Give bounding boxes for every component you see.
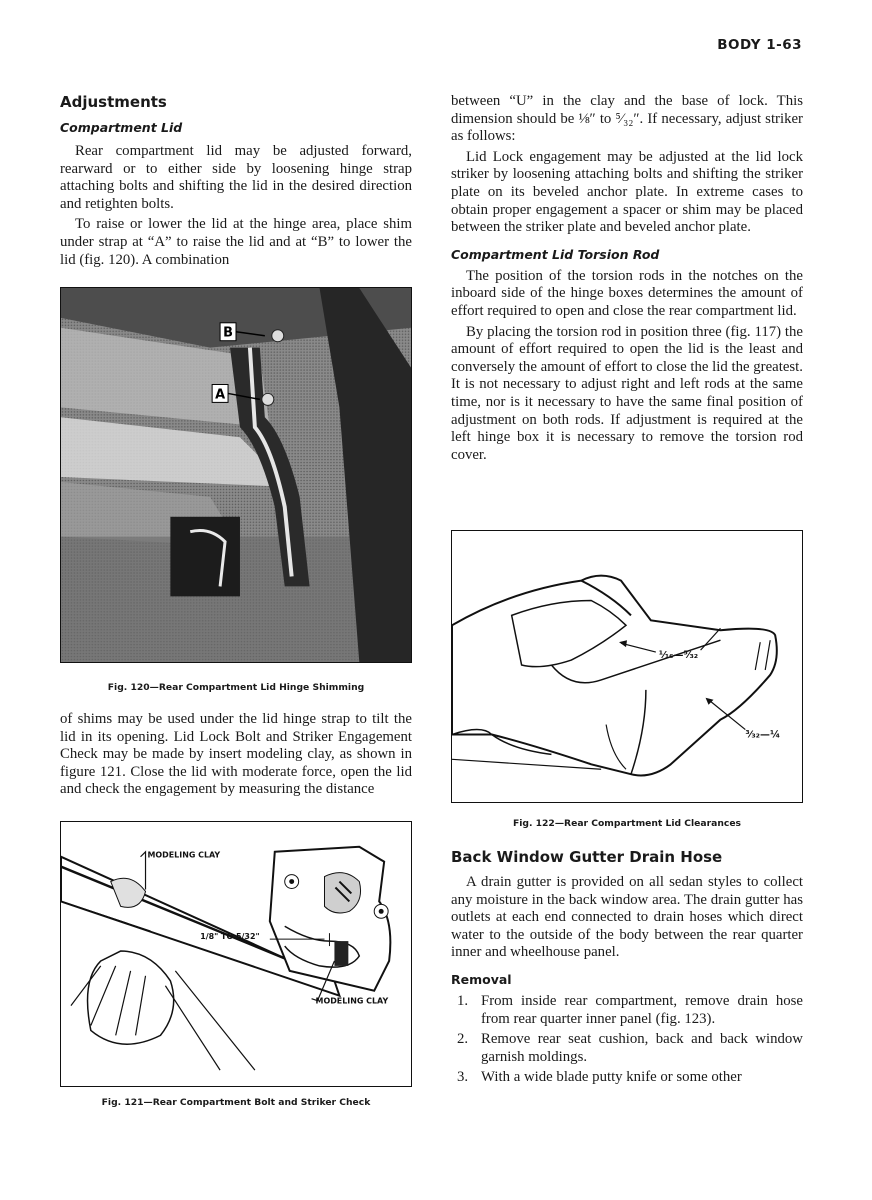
paragraph: To raise or lower the lid at the hinge area, place shim under strap at “A” to raise the lid and at “B” to lower the lid (fig. 120). A combination bbox=[60, 216, 412, 268]
step-number: 1. bbox=[457, 992, 469, 1009]
figure-120-caption: Fig. 120—Rear Compartment Lid Hinge Shimming bbox=[107, 682, 365, 693]
car-rear-illustration bbox=[452, 531, 802, 802]
paragraph: of shims may be used under the lid hinge strap to tilt the lid in its opening. Lid Lock Bolt and Striker Engagement Check may be made by insert modeling clay, as shown in figure 121. Close the lid with moderate force, open the lid and check the engagement by measuring the distance bbox=[60, 711, 412, 798]
fig120-label-a: A bbox=[215, 387, 226, 403]
paragraph: A drain gutter is provided on all sedan styles to collect any moisture in the back window area. The drain gutter has outlets at each end connected to drain hoses which direct water to the outside of the body between the rear quarter inner and wheelhouse panel. bbox=[451, 874, 803, 961]
step-number: 3. bbox=[457, 1069, 469, 1086]
removal-steps-list bbox=[451, 993, 803, 1087]
right-column-bottom bbox=[451, 848, 803, 1090]
list-item bbox=[451, 1031, 803, 1066]
section-heading-drain-hose: Back Window Gutter Drain Hose bbox=[451, 848, 723, 866]
fig121-label-modeling-clay-top: MODELING CLAY bbox=[147, 850, 221, 860]
section-heading-adjustments: Adjustments bbox=[60, 93, 167, 111]
list-item bbox=[451, 1069, 803, 1087]
right-column-top bbox=[451, 93, 803, 464]
paragraph: between “U” in the clay and the base of lock. This dimension should be ⅛″ to ⁵⁄₃₂″. If necessary, adjust striker as follows: bbox=[451, 93, 803, 145]
figure-121-striker-diagram bbox=[60, 821, 412, 1087]
left-column-middle bbox=[60, 711, 412, 799]
paragraph: By placing the torsion rod in position three (fig. 117) the amount of effort required to open the lid is the least and conversely the amount of effort to close the lid the greatest. It is not necessary to adjust right and left rods at the same time, nor is it necessary to have the same final position of adjustment on both rods. If adjustment is required at the left hinge box it is necessary to remove the torsion rod cover. bbox=[451, 323, 803, 463]
fig122-label-side-clearance: ³⁄₃₂—¼ bbox=[745, 729, 781, 741]
list-item bbox=[451, 993, 803, 1028]
paragraph: Rear compartment lid may be adjusted forward, rearward or to either side by loosening hinge strap attaching bolts and shifting the lid in the desired direction and retighten bolts. bbox=[60, 143, 412, 212]
striker-check-illustration bbox=[61, 822, 411, 1086]
figure-122-clearance-diagram bbox=[451, 530, 803, 803]
fig120-label-b: B bbox=[223, 325, 233, 341]
subheading-removal: Removal bbox=[451, 971, 512, 987]
figure-122-caption: Fig. 122—Rear Compartment Lid Clearances bbox=[512, 818, 742, 829]
fig122-label-top-clearance: ¹⁄₁₆—⁵⁄₃₂ bbox=[658, 650, 699, 662]
step-number: 2. bbox=[457, 1031, 469, 1048]
figure-120-hinge-photo bbox=[60, 287, 412, 663]
step-text: With a wide blade putty knife or some other bbox=[481, 1069, 742, 1086]
subheading-torsion-rod: Compartment Lid Torsion Rod bbox=[451, 246, 660, 262]
subheading-compartment-lid: Compartment Lid bbox=[60, 120, 183, 135]
step-text: From inside rear compartment, remove drain hose from rear quarter inner panel (fig. 123). bbox=[481, 992, 803, 1027]
left-column-top bbox=[60, 93, 412, 269]
step-text: Remove rear seat cushion, back and back window garnish moldings. bbox=[481, 1031, 803, 1065]
hinge-photo-illustration bbox=[61, 288, 411, 662]
fig121-label-modeling-clay-bottom: MODELING CLAY bbox=[315, 996, 389, 1006]
paragraph: The position of the torsion rods in the notches on the inboard side of the hinge boxes determines the amount of effort required to open and close the rear compartment lid. bbox=[451, 267, 803, 319]
figure-121-caption: Fig. 121—Rear Compartment Bolt and Striker Check bbox=[101, 1097, 371, 1108]
fig121-label-dimension: 1/8" TO 5/32" bbox=[200, 932, 260, 942]
paragraph: Lid Lock engagement may be adjusted at the lid lock striker by loosening attaching bolts and shifting the striker plate on its beveled anchor plate. In extreme cases to obtain proper engagement a spacer or shim may be placed between the striker plate and beveled anchor plate. bbox=[451, 148, 803, 236]
page-header: BODY 1-63 bbox=[717, 37, 802, 53]
